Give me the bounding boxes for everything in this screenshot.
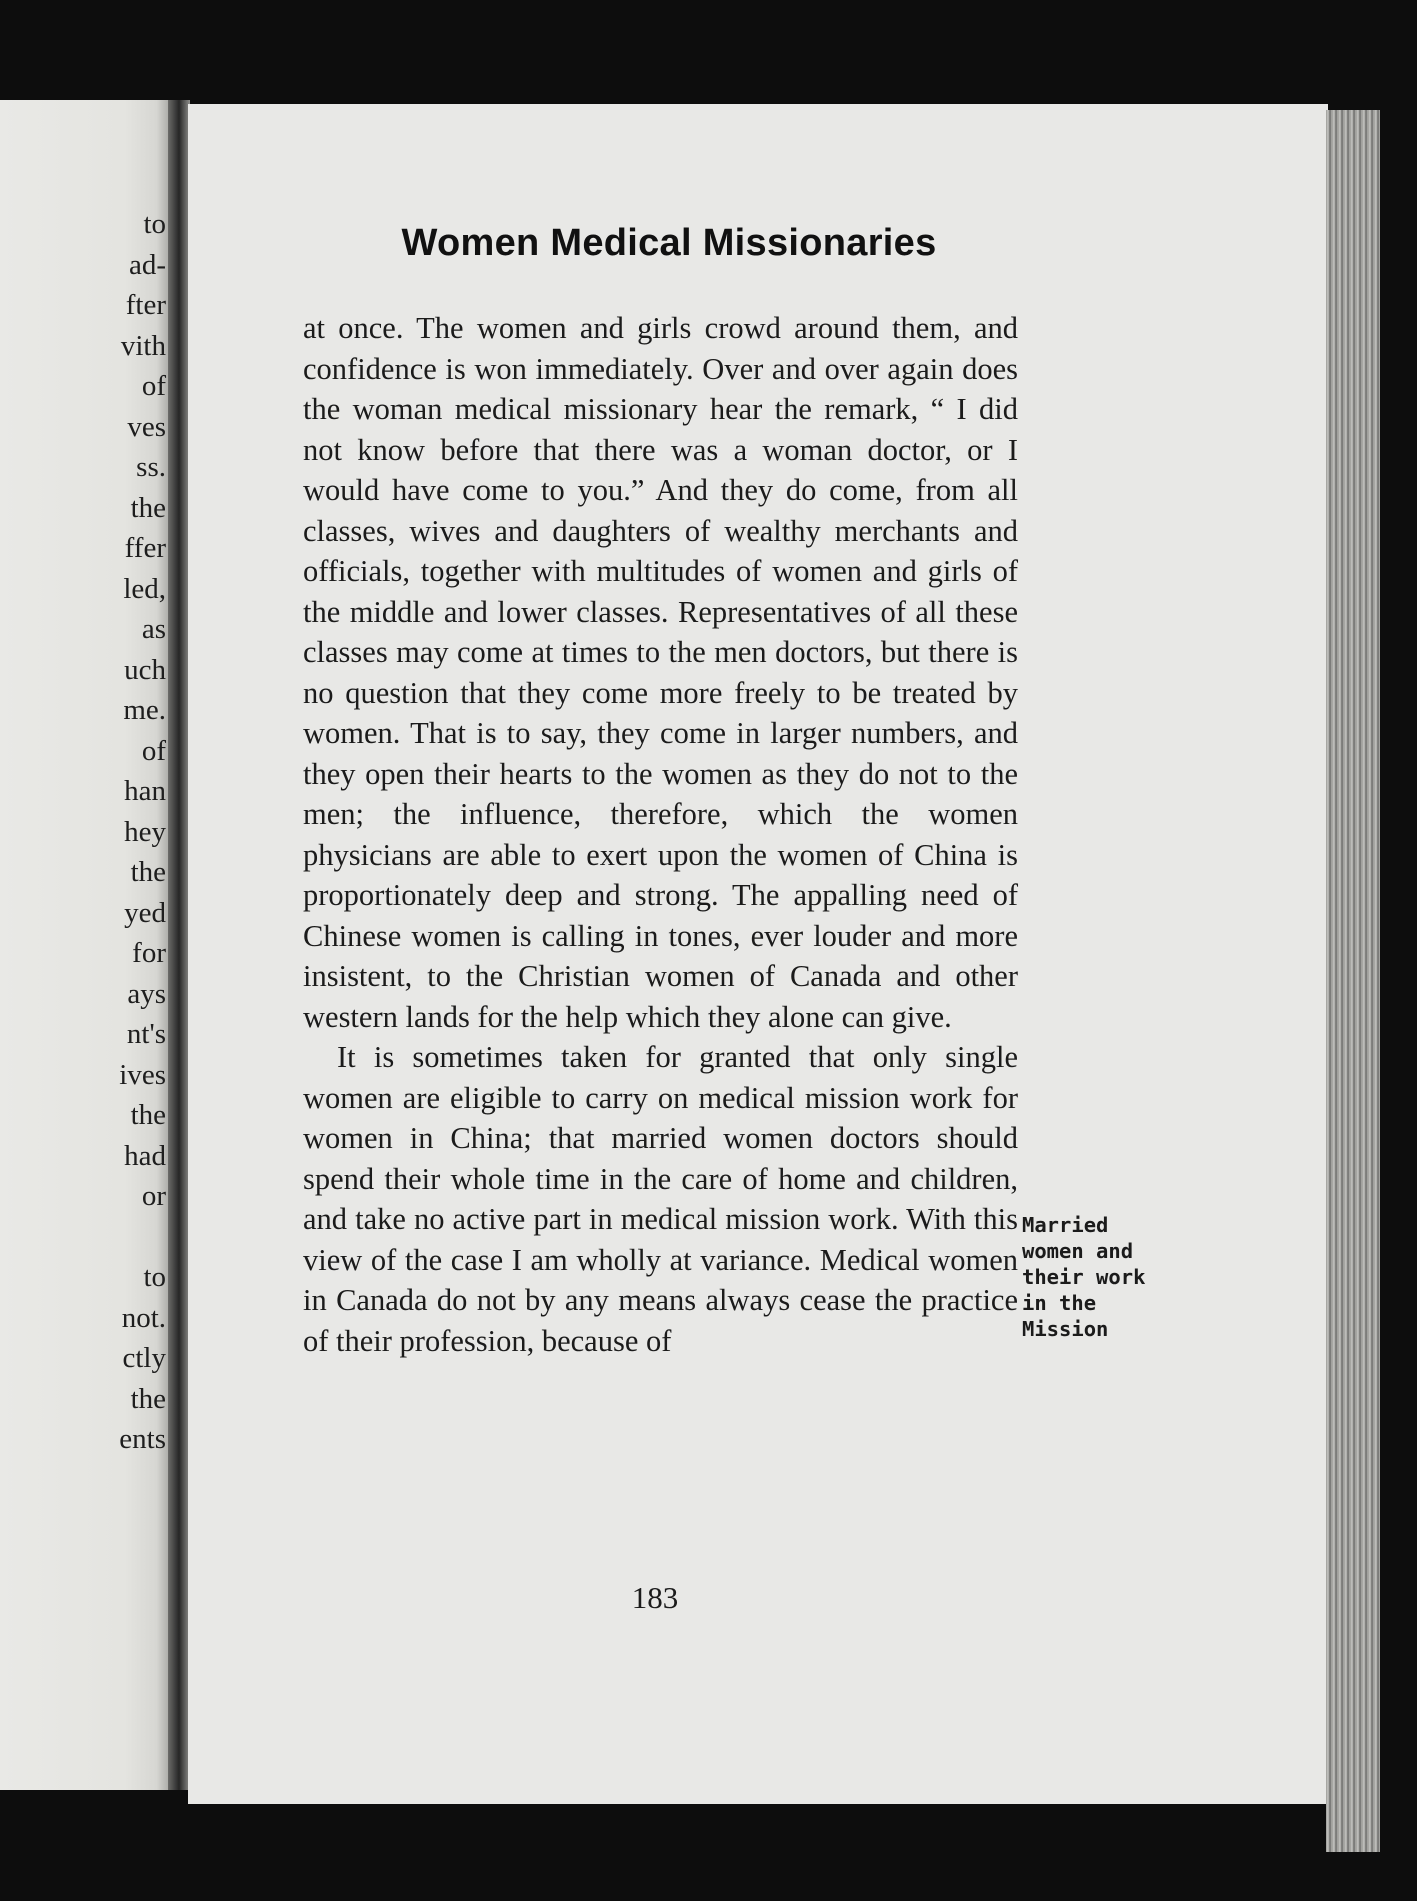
left-page-line-fragment: the	[130, 1099, 166, 1131]
left-page-line-fragment: han	[124, 775, 166, 807]
left-page-line-fragment: the	[130, 1382, 166, 1415]
left-page-line-fragment: led,	[123, 572, 166, 605]
left-page-line-fragment: or	[141, 1180, 166, 1212]
left-page-line-fragment: ctly	[122, 1342, 166, 1374]
paragraph: It is sometimes taken for granted that only single women are eligible to carry on medical mission work for women in China; that married women doctors should spend their whole time in the care of home and children, and take no active part in medical mission work. With this view of the case I am wholly at variance. Medical women in Canada do not by any means always cease the practice of their profession, because of	[303, 1040, 1018, 1358]
page-number: 183	[631, 1580, 679, 1615]
left-page-line-fragment: hey	[124, 815, 166, 848]
left-page-line-fragment: for	[132, 937, 166, 969]
left-page-line-fragment: vith	[120, 329, 166, 362]
left-page-line-fragment: yed	[124, 896, 166, 929]
left-page-line-fragment: to	[143, 1261, 166, 1293]
left-page-line-fragment: ays	[127, 977, 166, 1010]
left-page-line-fragment: me.	[123, 694, 166, 726]
left-page-line-fragment: had	[124, 1139, 166, 1172]
left-page-line-fragment: ents	[119, 1423, 166, 1455]
left-page-line-fragment: nt's	[126, 1018, 166, 1050]
left-page-line-fragment: the	[130, 491, 166, 524]
left-page-line-fragment: ss.	[136, 451, 166, 483]
margin-note: Married women and their work in the Mission	[1022, 1213, 1146, 1341]
left-page-line-fragment: uch	[124, 653, 166, 686]
left-page-line-fragment: not.	[121, 1301, 166, 1334]
paragraph: at once. The women and girls crowd around them, and confidence is won immediately. Over and over again does the woman medical missionary hear the remark, “ I did not know before that there was a woman doctor, or I would have come to you.” And they do come, from all classes, wives and daughters of wealthy merchants and officials, together with multitudes of women and girls of the middle and lower classes. Representatives of all these classes may come at times to the men doctors, but there is no question that they come more freely to be treated by women. That is to say, they come in larger numbers, and they open their hearts to the women as they do not to the men; the influence, therefore, which the women physicians are able to exert upon the women of China is proportionately deep and strong. The appalling need of Chinese women is calling in tones, ever louder and more insistent, to the Christian women of Canada and other western lands for the help which they alone can give.	[303, 311, 1018, 1034]
left-page-line-fragment: ives	[119, 1058, 166, 1091]
left-page-line-fragment: to	[143, 208, 166, 240]
running-head: Women Medical Missionaries	[401, 222, 937, 264]
left-page-line-fragment: fter	[125, 289, 166, 321]
left-page-line-fragment: ad-	[128, 248, 166, 281]
left-page-line-fragment: of	[141, 370, 166, 402]
left-page	[0, 100, 178, 1790]
left-page-line-fragment: of	[141, 734, 166, 767]
left-page-line-fragment: ffer	[124, 532, 166, 564]
left-page-line-fragment: ves	[127, 410, 166, 443]
left-page-line-fragment: the	[130, 856, 166, 888]
left-page-line-fragment: as	[141, 613, 166, 645]
book-gutter	[168, 100, 190, 1790]
page-edge	[1326, 110, 1380, 1852]
body-text	[303, 308, 1018, 1361]
